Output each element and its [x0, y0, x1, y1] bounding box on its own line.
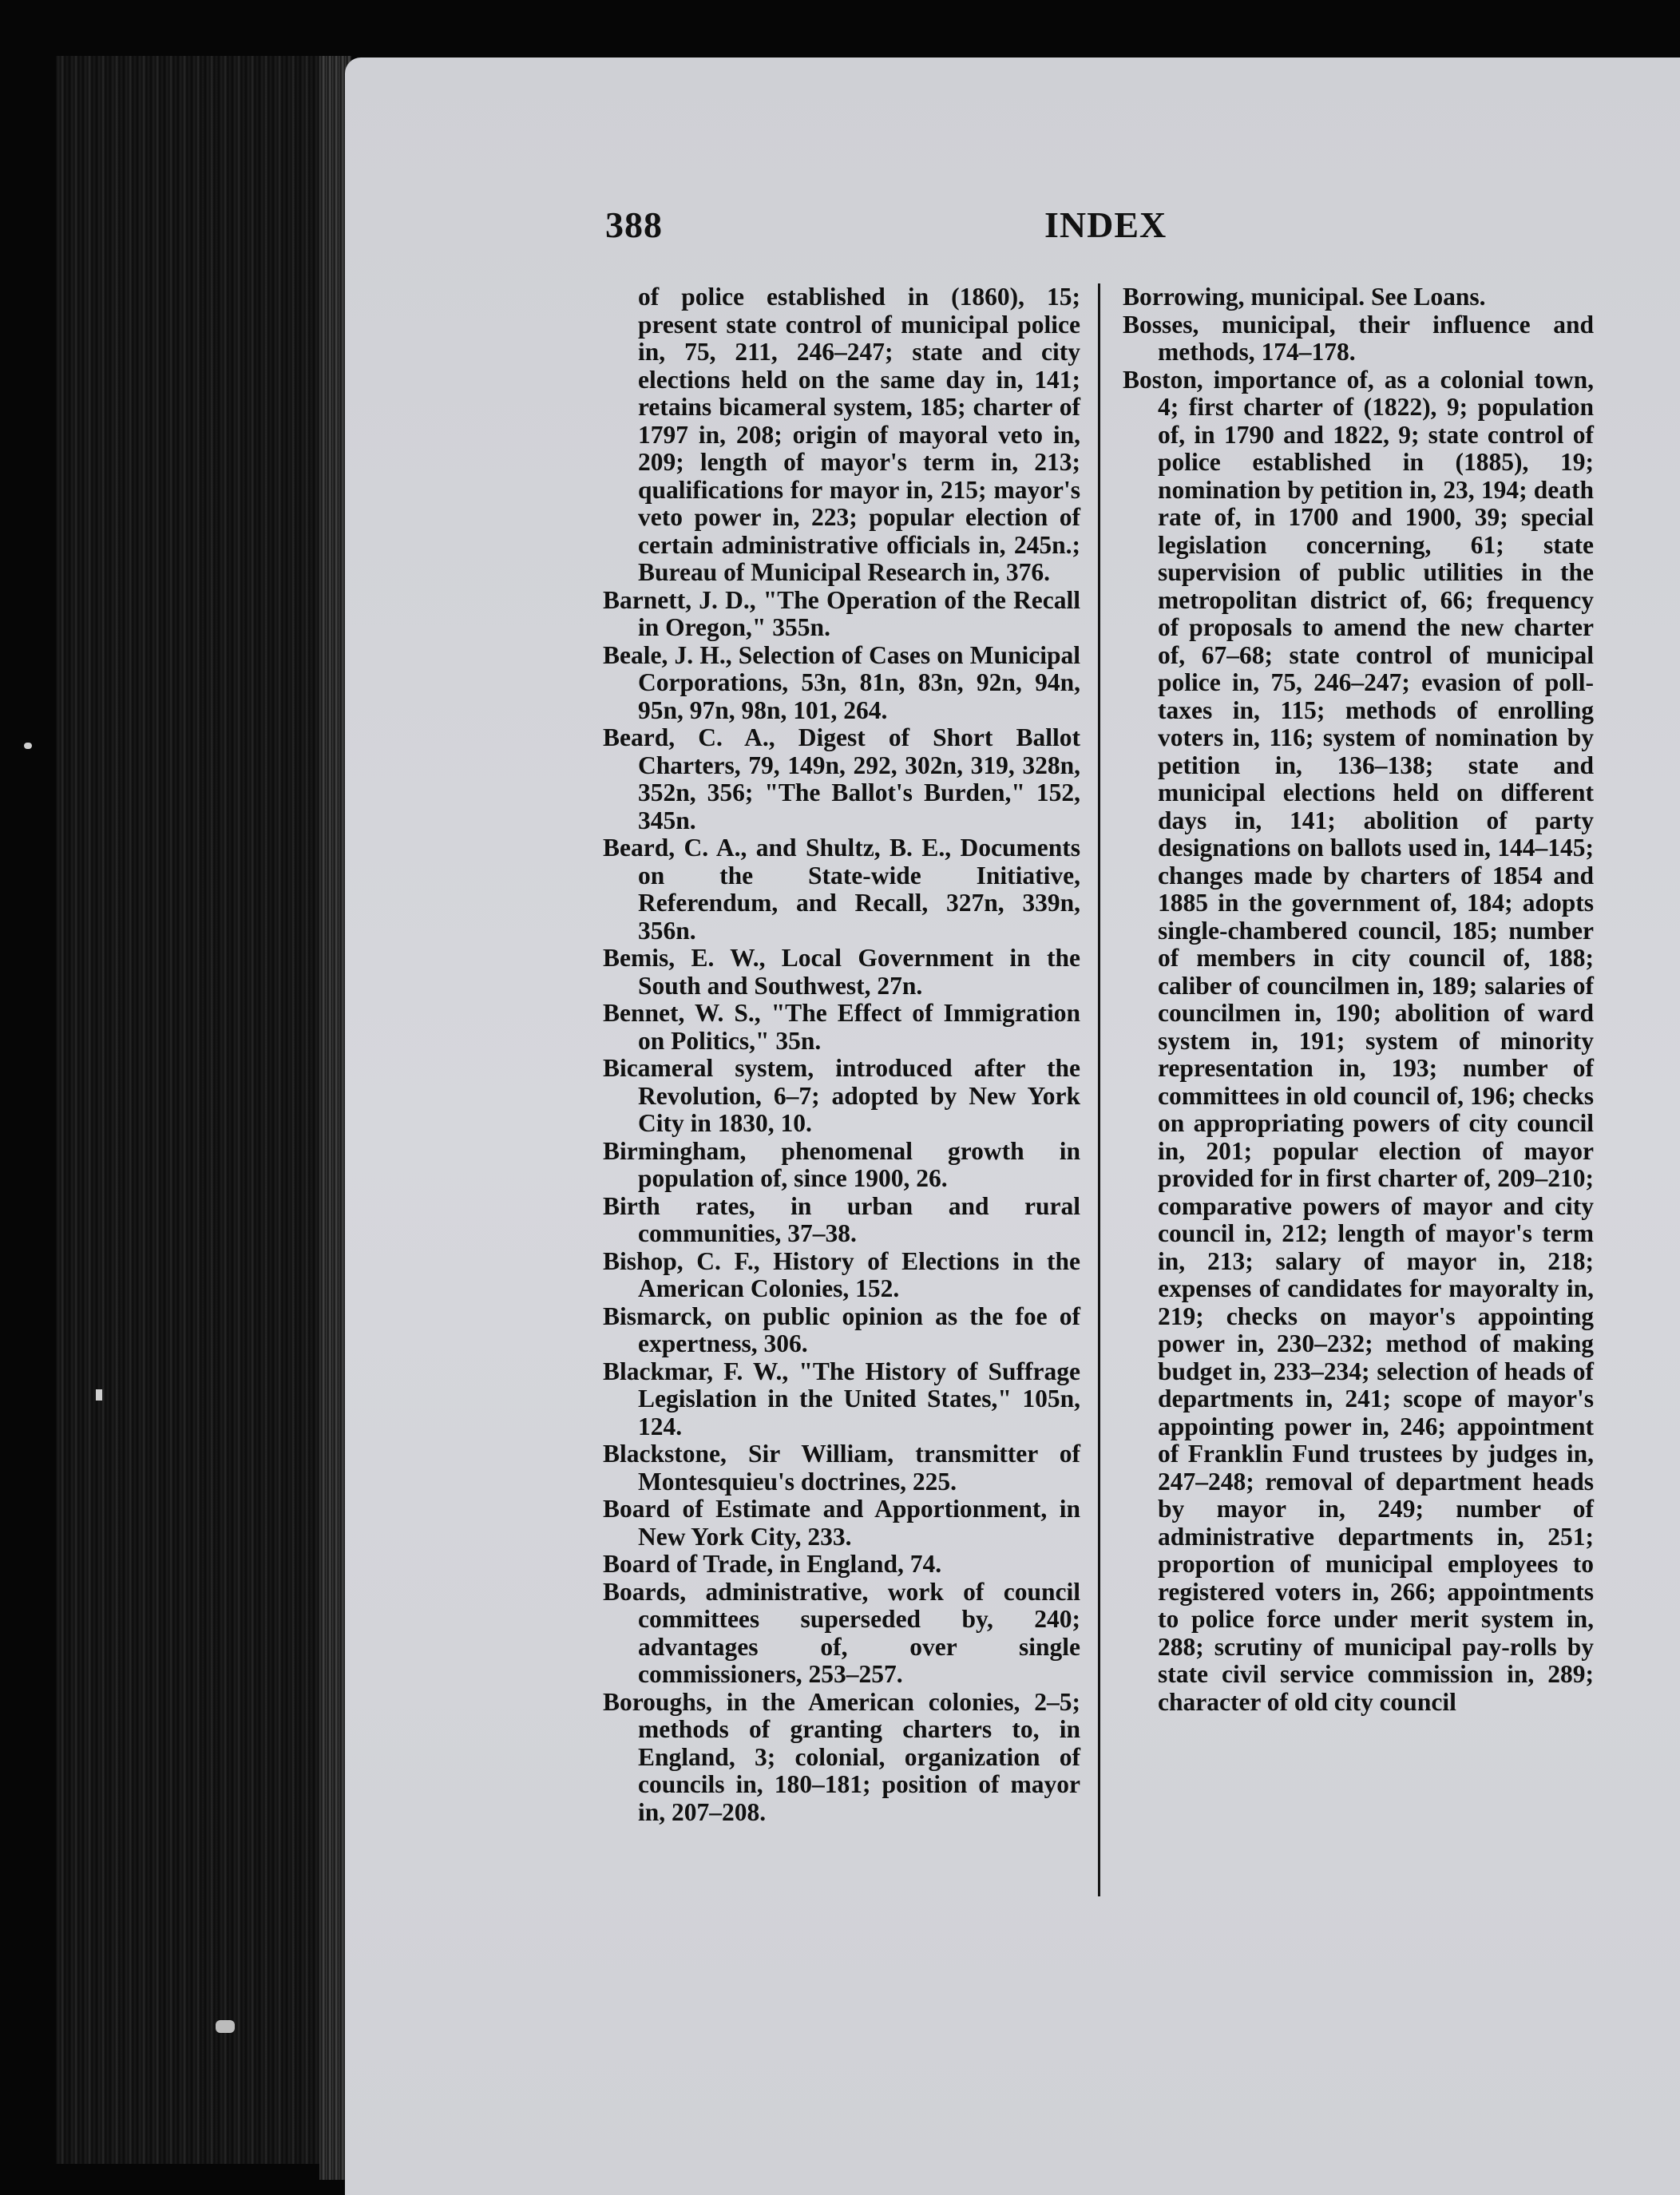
page-number: 388 — [605, 204, 663, 245]
index-entry: Board of Estimate and Apportionment, in New York City, 233. — [603, 1495, 1080, 1551]
index-entry: Bemis, E. W., Local Government in the South and Southwest, 27n. — [603, 944, 1080, 1000]
index-entry: Boards, administrative, work of council committees superseded by, 240; advantages of, over single commissioners, 253–257. — [603, 1577, 1080, 1688]
index-entry: Bennet, W. S., "The Effect of Immigration on Politics," 35n. — [603, 999, 1080, 1055]
index-entry: of police established in (1860), 15; present state control of municipal police in, 75, 211, 246–247; state and city elections held on the same day in, 141; retains bicameral system, 185; charter of 1797 in, 208; origin of mayoral veto in, 209; length of mayor's term in, 213; qualifications for mayor in, 215; mayor's veto power in, 223; popular election of certain administrative officials in, 245n.; Bureau of Municipal Research in, 376. — [638, 283, 1080, 586]
index-entry: Barnett, J. D., "The Operation of the Recall in Oregon," 355n. — [603, 585, 1080, 641]
column-divider — [1098, 283, 1100, 1896]
index-column-left — [603, 283, 1080, 1826]
index-entry: Blackmar, F. W., "The History of Suffrage Legislation in the United States," 105n, 124. — [603, 1357, 1080, 1440]
index-entry: Birth rates, in urban and rural communities, 37–38. — [603, 1191, 1080, 1247]
index-entry: Beard, C. A., Digest of Short Ballot Charters, 79, 149n, 292, 302n, 319, 328n, 352n, 356; "The Ballot's Burden," 152, 345n. — [603, 723, 1080, 834]
book-spine — [56, 56, 351, 2164]
index-entry: Bicameral system, introduced after the Revolution, 6–7; adopted by New York City in 1830, 10. — [603, 1054, 1080, 1137]
index-entry: Birmingham, phenomenal growth in population of, since 1900, 26. — [603, 1136, 1080, 1192]
index-entry: Blackstone, Sir William, transmitter of Montesquieu's doctrines, 225. — [603, 1440, 1080, 1496]
scan-speck — [216, 2020, 235, 2033]
running-head: INDEX — [1044, 204, 1167, 245]
index-entry: Bishop, C. F., History of Elections in the American Colonies, 152. — [603, 1246, 1080, 1302]
index-entry: Borrowing, municipal. See Loans. — [1123, 283, 1486, 311]
index-entry: Bosses, municipal, their influence and methods, 174–178. — [1123, 310, 1594, 366]
index-entry: Beard, C. A., and Shultz, B. E., Documents on the State-wide Initiative, Referendum, and Recall, 327n, 339n, 356n. — [603, 834, 1080, 945]
index-entry: Beale, J. H., Selection of Cases on Municipal Corporations, 53n, 81n, 83n, 92n, 94n, 95n, 97n, 98n, 101, 264. — [603, 640, 1080, 724]
index-column-right — [1123, 283, 1594, 1716]
index-entry: Board of Trade, in England, 74. — [603, 1550, 942, 1578]
index-entry: Boston, importance of, as a colonial town, 4; first charter of (1822), 9; population of, in 1790 and 1822, 9; state control of police established in (1885), 19; nomination by petition in, 23, 194; death rate of, in 1700 and 1900, 39; special legislation concerning, 61; state supervision of public utilities in the metropolitan district of, 66; frequency of proposals to amend the new charter of, 67–68; state control of municipal police in, 75, 246–247; evasion of poll-taxes in, 115; methods of enrolling voters in, 116; system of nomination by petition in, 136–138; state and municipal elections held on different days in, 141; abolition of party designations on ballots used in, 144–145; changes made by charters of 1854 and 1885 in the government of, 184; adopts single-chambered council, 185; number of members in city council of, 188; caliber of councilmen in, 189; salaries of councilmen in, 190; abolition of ward system in, 191; system of minority representation in, 193; number of committees in old council of, 196; checks on appropriating powers of city council in, 201; popular election of mayor provided for in first charter of, 209–210; comparative powers of mayor and city council in, 212; length of mayor's term in, 213; salary of mayor in, 218; expenses of candidates for mayoralty in, 219; checks on mayor's appointing power in, 230–232; method of making budget in, 233–234; selection of heads of departments in, 241; scope of mayor's appointing power in, 246; appointment of Franklin Fund trustees by judges in, 247–248; removal of department heads by mayor in, 249; number of administrative departments in, 251; proportion of municipal employees to registered voters in, 266; appointments to police force under merit system in, 288; scrutiny of municipal pay-rolls by state civil service commission in, 289; character of old city council — [1123, 365, 1594, 1716]
index-entry: Boroughs, in the American colonies, 2–5; methods of granting charters to, in England, 3; colonial, organization of councils in, 180–181; position of mayor in, 207–208. — [603, 1687, 1080, 1826]
index-entry: Bismarck, on public opinion as the foe of expertness, 306. — [603, 1302, 1080, 1357]
scan-speck — [24, 743, 32, 749]
scan-speck — [96, 1389, 102, 1401]
